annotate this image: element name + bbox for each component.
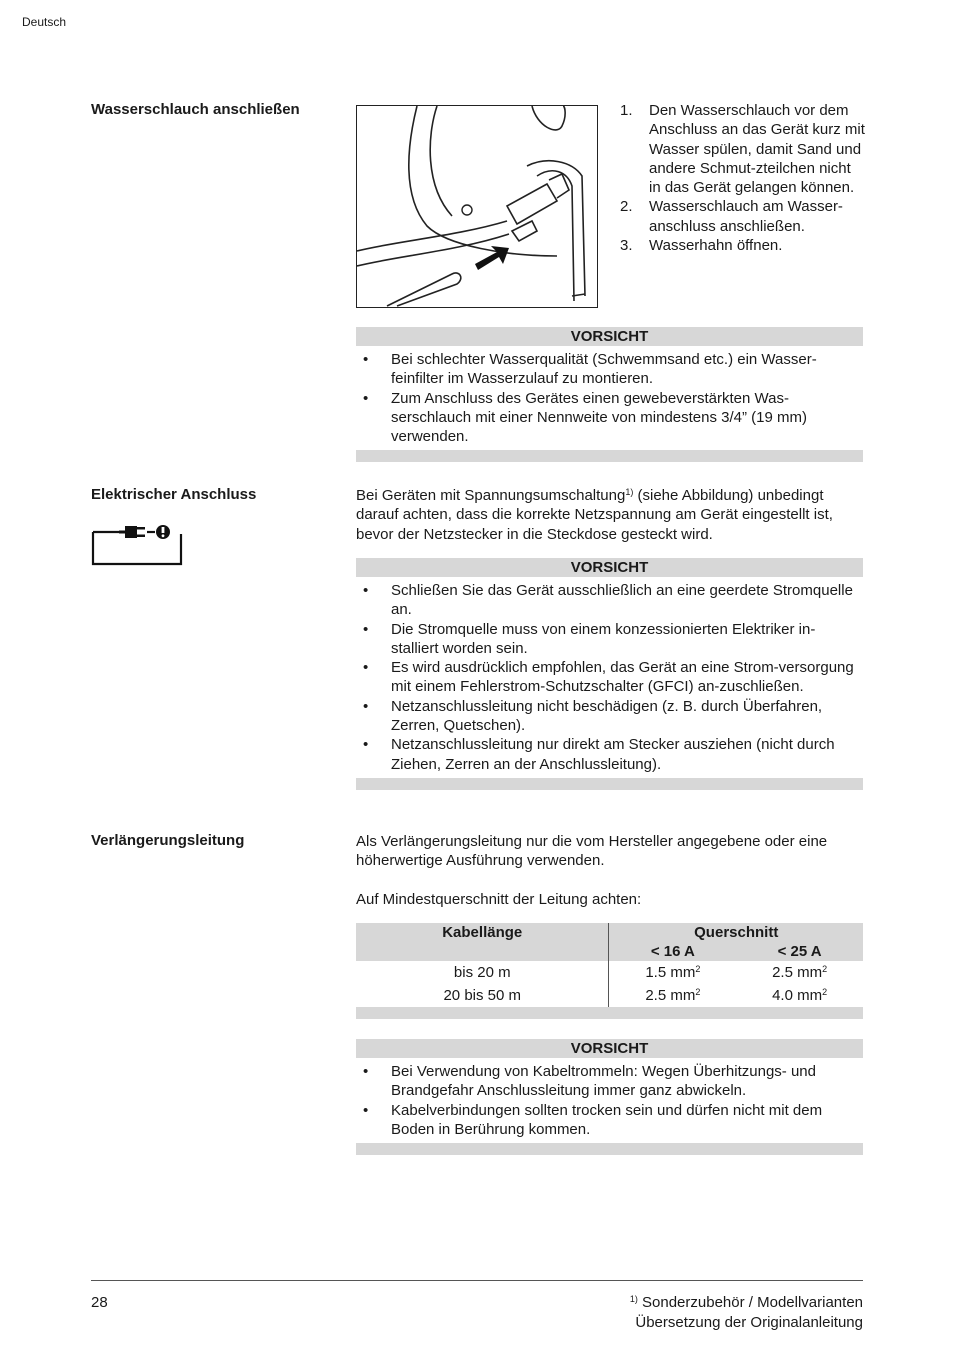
- caution-footer-bar: [356, 778, 863, 790]
- caution-title: VORSICHT: [356, 558, 863, 577]
- caution-text: Zum Anschluss des Gerätes einen gewebeverstärkten Was-serschlauch mit einer Nennweite von mindestens 3/4” (19 mm) verwenden.: [391, 389, 808, 446]
- caution-text: Schließen Sie das Gerät ausschließlich an eine geerdete Stromquelle an.: [391, 582, 853, 619]
- caution-text: Netzanschlussleitung nur direkt am Stecker ausziehen (nicht durch Ziehen, Zerren an der Anschlussleitung).: [391, 736, 835, 773]
- plug-voltage-icon: [91, 522, 183, 566]
- exponent: 2: [822, 987, 828, 997]
- bullet: •: [363, 582, 369, 599]
- step-item: [620, 101, 865, 197]
- step-text: Wasserschlauch am Wasser-anschluss anschließen.: [649, 198, 843, 235]
- table-footer-bar: [356, 1007, 863, 1019]
- cell-25a: [736, 984, 863, 1007]
- cell-16a: [609, 984, 736, 1007]
- cell-value: 4.0 mm: [772, 987, 823, 1004]
- caution-item: [356, 658, 863, 697]
- caution-item: [356, 350, 863, 389]
- step-text: Wasserhahn öffnen.: [649, 237, 783, 255]
- caution-text: Es wird ausdrücklich empfohlen, das Gerät an eine Strom-versorgung mit einem Fehlerstrom-Schutzschalter (GFCI) an-zuschließen.: [391, 659, 854, 696]
- caution-text: Netzanschlussleitung nicht beschädigen (z. B. durch Überfahren, Zerren, Quetschen).: [391, 697, 823, 735]
- caution-text: Bei Verwendung von Kabeltrommeln: Wegen Überhitzungs- und Brandgefahr Anschlussleitung immer ganz abwickeln.: [391, 1063, 816, 1100]
- bullet: •: [363, 659, 369, 677]
- hose-illustration-drawing: [357, 106, 597, 307]
- section-heading-extension: Verlängerungsleitung: [91, 832, 245, 849]
- cell-length: 20 bis 50 m: [356, 984, 609, 1007]
- column-header-cable-length: Kabellänge: [356, 923, 609, 961]
- caution-text: Die Stromquelle muss von einem konzessionierten Elektriker in-stalliert worden sein.: [391, 620, 816, 657]
- bullet: •: [363, 1101, 369, 1119]
- cell-16a: [609, 961, 736, 984]
- column-header-25a: < 25 A: [736, 942, 863, 961]
- exponent: 2: [822, 964, 828, 974]
- exponent: 2: [695, 987, 701, 997]
- bullet: •: [363, 736, 369, 754]
- caution-title: VORSICHT: [356, 327, 863, 346]
- step-item: [620, 236, 865, 255]
- column-header-16a: < 16 A: [609, 942, 736, 961]
- bullet: •: [363, 697, 369, 715]
- cell-value: 2.5 mm: [772, 964, 823, 981]
- caution-item: [356, 1101, 863, 1140]
- table-row: [356, 984, 863, 1007]
- caution-item: [356, 735, 863, 774]
- step-number: 3.: [620, 237, 633, 255]
- table-row: [356, 961, 863, 984]
- cell-value: 1.5 mm: [645, 964, 696, 981]
- electrical-intro: [356, 486, 866, 544]
- caution-box-electrical: [356, 558, 863, 790]
- cell-25a: [736, 961, 863, 984]
- caution-text: Kabelverbindungen sollten trocken sein und dürfen nicht mit dem Boden in Berührung kommen.: [391, 1101, 823, 1138]
- step-text: Den Wasserschlauch vor dem Anschluss an das Gerät kurz mit Wasser spülen, damit Sand und andere Schmut-zteilchen nicht in das Gerät gelangen können.: [649, 102, 865, 197]
- caution-item: [356, 581, 863, 620]
- bullet: •: [363, 389, 369, 407]
- translation-note: Übersetzung der Originalanleitung: [635, 1314, 863, 1331]
- bullet: •: [363, 620, 369, 638]
- caution-text: Bei schlechter Wasserqualität (Schwemmsand etc.) ein Wasser-feinfilter im Wasserzulauf zu montieren.: [391, 351, 817, 388]
- voltage-switch-icon: [91, 522, 183, 571]
- footnote-marker: 1): [625, 487, 634, 497]
- caution-list: [356, 350, 863, 446]
- electrical-intro-text: Bei Geräten mit Spannungsumschaltung: [356, 487, 626, 504]
- bullet: •: [363, 1063, 369, 1080]
- cell-value: 2.5 mm: [645, 987, 696, 1004]
- cable-cross-section-table: [356, 923, 863, 1007]
- caution-item: [356, 389, 863, 447]
- hose-steps-list: [620, 101, 865, 255]
- section-heading-electrical: Elektrischer Anschluss: [91, 486, 257, 503]
- extension-paragraph-1: Als Verlängerungsleitung nur die vom Hersteller angegebene oder eine höherwertige Ausführung verwenden.: [356, 833, 828, 870]
- caution-title: VORSICHT: [356, 1039, 863, 1058]
- language-label: Deutsch: [22, 15, 67, 29]
- exponent: 2: [695, 964, 701, 974]
- step-item: [620, 197, 865, 236]
- caution-list: [356, 581, 863, 774]
- caution-item: [356, 620, 863, 659]
- cell-length: bis 20 m: [356, 961, 609, 984]
- caution-list: [356, 1062, 863, 1139]
- step-number: 1.: [620, 102, 633, 119]
- caution-footer-bar: [356, 1143, 863, 1155]
- caution-box-hose: [356, 327, 863, 462]
- caution-box-extension: [356, 1039, 863, 1155]
- caution-item: [356, 1062, 863, 1101]
- cable-table-box: [356, 923, 863, 1019]
- bullet: •: [363, 351, 369, 368]
- electrical-intro-text-cont: (siehe Abbildung) unbedingt darauf achten, dass die korrekte Netzspannung am Gerät eingestellt ist, bevor der Netzstecker in die Steckdose gesteckt wird.: [356, 487, 833, 543]
- footer-divider: [91, 1280, 863, 1281]
- step-number: 2.: [620, 198, 633, 216]
- caution-item: [356, 697, 863, 736]
- footnote-marker: 1): [629, 1294, 638, 1304]
- footnote-text: Sonderzubehör / Modellvarianten: [637, 1294, 863, 1311]
- hose-connection-illustration: [356, 105, 598, 308]
- section-heading-hose: Wasserschlauch anschließen: [91, 101, 300, 118]
- page-number: 28: [91, 1294, 108, 1311]
- column-header-cross-section: Querschnitt: [609, 923, 863, 942]
- extension-paragraph-2: Auf Mindestquerschnitt der Leitung achten:: [356, 891, 642, 908]
- footnote: [630, 1293, 863, 1312]
- caution-footer-bar: [356, 450, 863, 462]
